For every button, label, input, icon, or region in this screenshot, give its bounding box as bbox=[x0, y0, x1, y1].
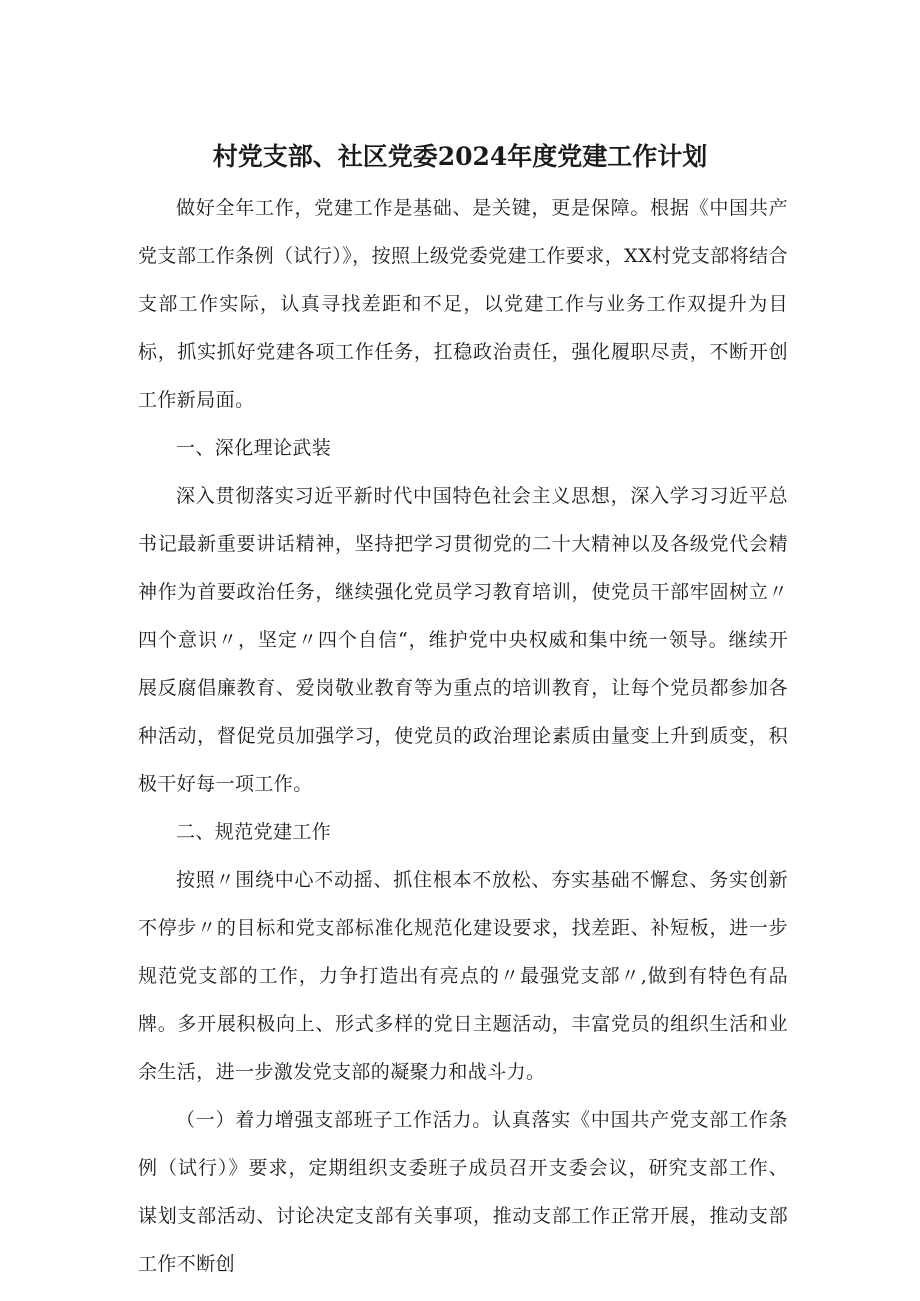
document-body bbox=[138, 184, 788, 1288]
document-title: 村党支部、社区党委2024年度党建工作计划 bbox=[212, 142, 708, 171]
section-heading-2: 二、规范党建工作 bbox=[176, 821, 332, 843]
subsection-1-paragraph: （一）着力增强支部班子工作活力。认真落实《中国共产党支部工作条例（试行）》要求，定期组织支委班子成员召开支委会议，研究支部工作、谋划支部活动、讨论决定支部有关事项，推动支部工作正常开展，推动支部工作不断创 bbox=[138, 1109, 788, 1275]
section-1-paragraph: 深入贯彻落实习近平新时代中国特色社会主义思想，深入学习习近平总书记最新重要讲话精神，坚持把学习贯彻党的二十大精神以及各级党代会精神作为首要政治任务，继续强化党员学习教育培训，使党员干部牢固树立〃四个意识〃，坚定〃四个自信“，维护党中央权威和集中统一领导。继续开展反腐倡廉教育、爱岗敬业教育等为重点的培训教育，让每个党员都参加各种活动，督促党员加强学习，使党员的政治理论素质由量变上升到质变，积极干好每一项工作。 bbox=[138, 485, 788, 795]
section-heading-1: 一、深化理论武装 bbox=[176, 437, 332, 459]
section-2-paragraph: 按照〃围绕中心不动摇、抓住根本不放松、夯实基础不懈怠、务实创新不停步〃的目标和党支部标准化规范化建设要求，找差距、补短板，进一步规范党支部的工作，力争打造出有亮点的〃最强党支部〃,做到有特色有品牌。多开展积极向上、形式多样的党日主题活动，丰富党员的组织生活和业余生活，进一步激发党支部的凝聚力和战斗力。 bbox=[138, 869, 788, 1083]
intro-paragraph: 做好全年工作，党建工作是基础、是关键，更是保障。根据《中国共产党支部工作条例（试行）》，按照上级党委党建工作要求，XX村党支部将结合支部工作实际，认真寻找差距和不足，以党建工作与业务工作双提升为目标，抓实抓好党建各项工作任务，扛稳政治责任，强化履职尽责，不断开创工作新局面。 bbox=[138, 197, 788, 411]
